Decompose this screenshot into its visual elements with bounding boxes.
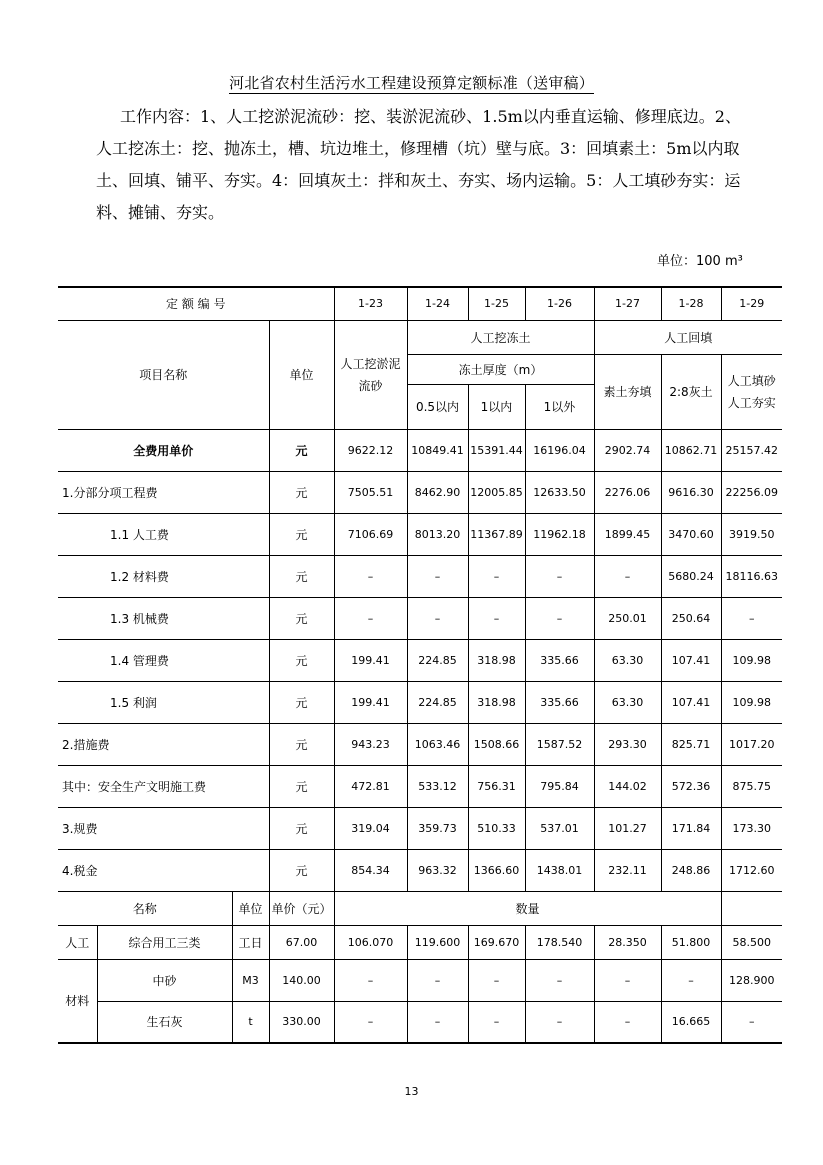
header-thickness-1-out: 1以外 [525, 384, 594, 429]
empty-cell [721, 891, 782, 925]
material-unit: t [232, 1001, 269, 1043]
value-cell: 8462.90 [407, 471, 468, 513]
code-cell: 1-25 [468, 287, 525, 320]
table-row [58, 513, 782, 555]
row-label: 1.2 材料费 [58, 555, 269, 597]
table-row [58, 849, 782, 891]
header-1-28: 2:8灰土 [661, 354, 721, 429]
unit-header: 单位 [269, 320, 334, 429]
value-cell: 335.66 [525, 681, 594, 723]
value-cell: 293.30 [594, 723, 661, 765]
value-cell: – [468, 555, 525, 597]
value-cell: 3919.50 [721, 513, 782, 555]
header-row-1 [58, 320, 782, 354]
labor-price: 67.00 [269, 925, 334, 959]
header-frozen-thickness: 冻土厚度（m） [407, 354, 594, 384]
value-cell: 572.36 [661, 765, 721, 807]
header-backfill-group: 人工回填 [594, 320, 782, 354]
value-cell: 128.900 [721, 959, 782, 1001]
value-cell: 7106.69 [334, 513, 407, 555]
value-cell: 18116.63 [721, 555, 782, 597]
material-category: 材料 [58, 959, 97, 1043]
value-cell: 5680.24 [661, 555, 721, 597]
value-cell: 1063.46 [407, 723, 468, 765]
value-cell: – [407, 555, 468, 597]
value-cell: 9616.30 [661, 471, 721, 513]
material-unit: M3 [232, 959, 269, 1001]
value-cell: – [407, 959, 468, 1001]
value-cell: 1366.60 [468, 849, 525, 891]
code-cell: 1-26 [525, 287, 594, 320]
value-cell: 16.665 [661, 1001, 721, 1043]
value-cell: 106.070 [334, 925, 407, 959]
value-cell: 12633.50 [525, 471, 594, 513]
value-cell: 171.84 [661, 807, 721, 849]
value-cell: 107.41 [661, 681, 721, 723]
value-cell: 58.500 [721, 925, 782, 959]
value-cell: 537.01 [525, 807, 594, 849]
value-cell: 2276.06 [594, 471, 661, 513]
value-cell: 756.31 [468, 765, 525, 807]
value-cell: 1899.45 [594, 513, 661, 555]
header-1-27: 素土夯填 [594, 354, 661, 429]
row-unit: 元 [269, 807, 334, 849]
value-cell: 248.86 [661, 849, 721, 891]
resource-header-row [58, 891, 782, 925]
value-cell: – [468, 959, 525, 1001]
value-cell: 9622.12 [334, 429, 407, 471]
table-row [58, 471, 782, 513]
value-cell: 2902.74 [594, 429, 661, 471]
labor-row [58, 925, 782, 959]
code-cell: 1-28 [661, 287, 721, 320]
code-cell: 1-23 [334, 287, 407, 320]
value-cell: – [334, 597, 407, 639]
value-cell: 224.85 [407, 681, 468, 723]
value-cell: 144.02 [594, 765, 661, 807]
value-cell: 510.33 [468, 807, 525, 849]
value-cell: 825.71 [661, 723, 721, 765]
quota-table [58, 286, 782, 1044]
item-name-header: 项目名称 [58, 320, 269, 429]
table-row [58, 723, 782, 765]
value-cell: 10862.71 [661, 429, 721, 471]
row-unit: 元 [269, 765, 334, 807]
header-frozen-group: 人工挖冻土 [407, 320, 594, 354]
value-cell: 109.98 [721, 639, 782, 681]
value-cell: 25157.42 [721, 429, 782, 471]
value-cell: 250.64 [661, 597, 721, 639]
labor-name: 综合用工三类 [97, 925, 232, 959]
value-cell: 319.04 [334, 807, 407, 849]
quota-code-row [58, 287, 782, 320]
value-cell: 335.66 [525, 639, 594, 681]
value-cell: 8013.20 [407, 513, 468, 555]
value-cell: – [525, 959, 594, 1001]
row-unit: 元 [269, 597, 334, 639]
table-row [58, 555, 782, 597]
value-cell: 119.600 [407, 925, 468, 959]
value-cell: – [525, 555, 594, 597]
value-cell: 199.41 [334, 639, 407, 681]
quota-label: 定 额 编 号 [58, 287, 334, 320]
header-1-23: 人工挖淤泥流砂 [334, 320, 407, 429]
value-cell: – [407, 597, 468, 639]
value-cell: 1017.20 [721, 723, 782, 765]
value-cell: 28.350 [594, 925, 661, 959]
value-cell: 318.98 [468, 681, 525, 723]
value-cell: – [334, 1001, 407, 1043]
value-cell: 109.98 [721, 681, 782, 723]
value-cell: 11962.18 [525, 513, 594, 555]
res-price-header: 单价（元） [269, 891, 334, 925]
value-cell: 232.11 [594, 849, 661, 891]
res-qty-header: 数量 [334, 891, 721, 925]
row-unit: 元 [269, 429, 334, 471]
table-row [58, 639, 782, 681]
value-cell: – [525, 597, 594, 639]
value-cell: 963.32 [407, 849, 468, 891]
row-label: 1.1 人工费 [58, 513, 269, 555]
value-cell: – [594, 1001, 661, 1043]
value-cell: 795.84 [525, 765, 594, 807]
labor-category: 人工 [58, 925, 97, 959]
value-cell: 250.01 [594, 597, 661, 639]
header-1-29: 人工填砂人工夯实 [721, 354, 782, 429]
value-cell: 22256.09 [721, 471, 782, 513]
value-cell: – [721, 1001, 782, 1043]
value-cell: 11367.89 [468, 513, 525, 555]
value-cell: 107.41 [661, 639, 721, 681]
value-cell: 1438.01 [525, 849, 594, 891]
row-unit: 元 [269, 513, 334, 555]
value-cell: 169.670 [468, 925, 525, 959]
value-cell: 1508.66 [468, 723, 525, 765]
code-cell: 1-27 [594, 287, 661, 320]
value-cell: 63.30 [594, 639, 661, 681]
code-cell: 1-24 [407, 287, 468, 320]
value-cell: – [334, 959, 407, 1001]
material-price: 140.00 [269, 959, 334, 1001]
value-cell: 3470.60 [661, 513, 721, 555]
page-number: 13 [404, 1085, 419, 1098]
value-cell: – [721, 597, 782, 639]
value-cell: – [661, 959, 721, 1001]
value-cell: 199.41 [334, 681, 407, 723]
value-cell: 472.81 [334, 765, 407, 807]
table-row [58, 429, 782, 471]
value-cell: 173.30 [721, 807, 782, 849]
table-row [58, 681, 782, 723]
row-unit: 元 [269, 639, 334, 681]
row-label: 其中：安全生产文明施工费 [58, 765, 269, 807]
value-cell: 533.12 [407, 765, 468, 807]
value-cell: 15391.44 [468, 429, 525, 471]
material-name: 中砂 [97, 959, 232, 1001]
row-unit: 元 [269, 681, 334, 723]
value-cell: 1587.52 [525, 723, 594, 765]
value-cell: 224.85 [407, 639, 468, 681]
table-row [58, 765, 782, 807]
value-cell: – [468, 597, 525, 639]
row-unit: 元 [269, 849, 334, 891]
row-label: 全费用单价 [58, 429, 269, 471]
value-cell: 16196.04 [525, 429, 594, 471]
value-cell: 10849.41 [407, 429, 468, 471]
row-label: 1.4 管理费 [58, 639, 269, 681]
res-name-header: 名称 [58, 891, 232, 925]
material-row [58, 1001, 782, 1043]
value-cell: 1712.60 [721, 849, 782, 891]
row-unit: 元 [269, 555, 334, 597]
value-cell: 7505.51 [334, 471, 407, 513]
row-label: 4.税金 [58, 849, 269, 891]
value-cell: 63.30 [594, 681, 661, 723]
value-cell: – [594, 555, 661, 597]
row-label: 1.分部分项工程费 [58, 471, 269, 513]
code-cell: 1-29 [721, 287, 782, 320]
value-cell: 101.27 [594, 807, 661, 849]
row-unit: 元 [269, 723, 334, 765]
value-cell: 51.800 [661, 925, 721, 959]
header-thickness-0-5: 0.5以内 [407, 384, 468, 429]
value-cell: 943.23 [334, 723, 407, 765]
table-row [58, 807, 782, 849]
row-label: 1.3 机械费 [58, 597, 269, 639]
work-content-paragraph: 工作内容：1、人工挖淤泥流砂：挖、装淤泥流砂、1.5m以内垂直运输、修理底边。2、人工挖冻土：挖、抛冻土，槽、坑边堆土，修理槽（坑）壁与底。3：回填素土：5m以内取土、回填、铺平、夯实。4：回填灰土：拌和灰土、夯实、场内运输。5：人工填砂夯实：运料、摊铺、夯实。 [96, 107, 741, 222]
row-label: 1.5 利润 [58, 681, 269, 723]
document-title: 河北省农村生活污水工程建设预算定额标准（送审稿） [229, 74, 594, 92]
value-cell: 178.540 [525, 925, 594, 959]
material-price: 330.00 [269, 1001, 334, 1043]
value-cell: 854.34 [334, 849, 407, 891]
value-cell: 359.73 [407, 807, 468, 849]
value-cell: 12005.85 [468, 471, 525, 513]
labor-unit: 工日 [232, 925, 269, 959]
value-cell: – [525, 1001, 594, 1043]
row-unit: 元 [269, 471, 334, 513]
material-row [58, 959, 782, 1001]
table-row [58, 597, 782, 639]
value-cell: – [468, 1001, 525, 1043]
row-label: 3.规费 [58, 807, 269, 849]
value-cell: – [594, 959, 661, 1001]
row-label: 2.措施费 [58, 723, 269, 765]
material-name: 生石灰 [97, 1001, 232, 1043]
unit-label: 单位：100 m³ [657, 254, 743, 269]
value-cell: 875.75 [721, 765, 782, 807]
value-cell: – [407, 1001, 468, 1043]
value-cell: 318.98 [468, 639, 525, 681]
res-unit-header: 单位 [232, 891, 269, 925]
value-cell: – [334, 555, 407, 597]
header-thickness-1-in: 1以内 [468, 384, 525, 429]
